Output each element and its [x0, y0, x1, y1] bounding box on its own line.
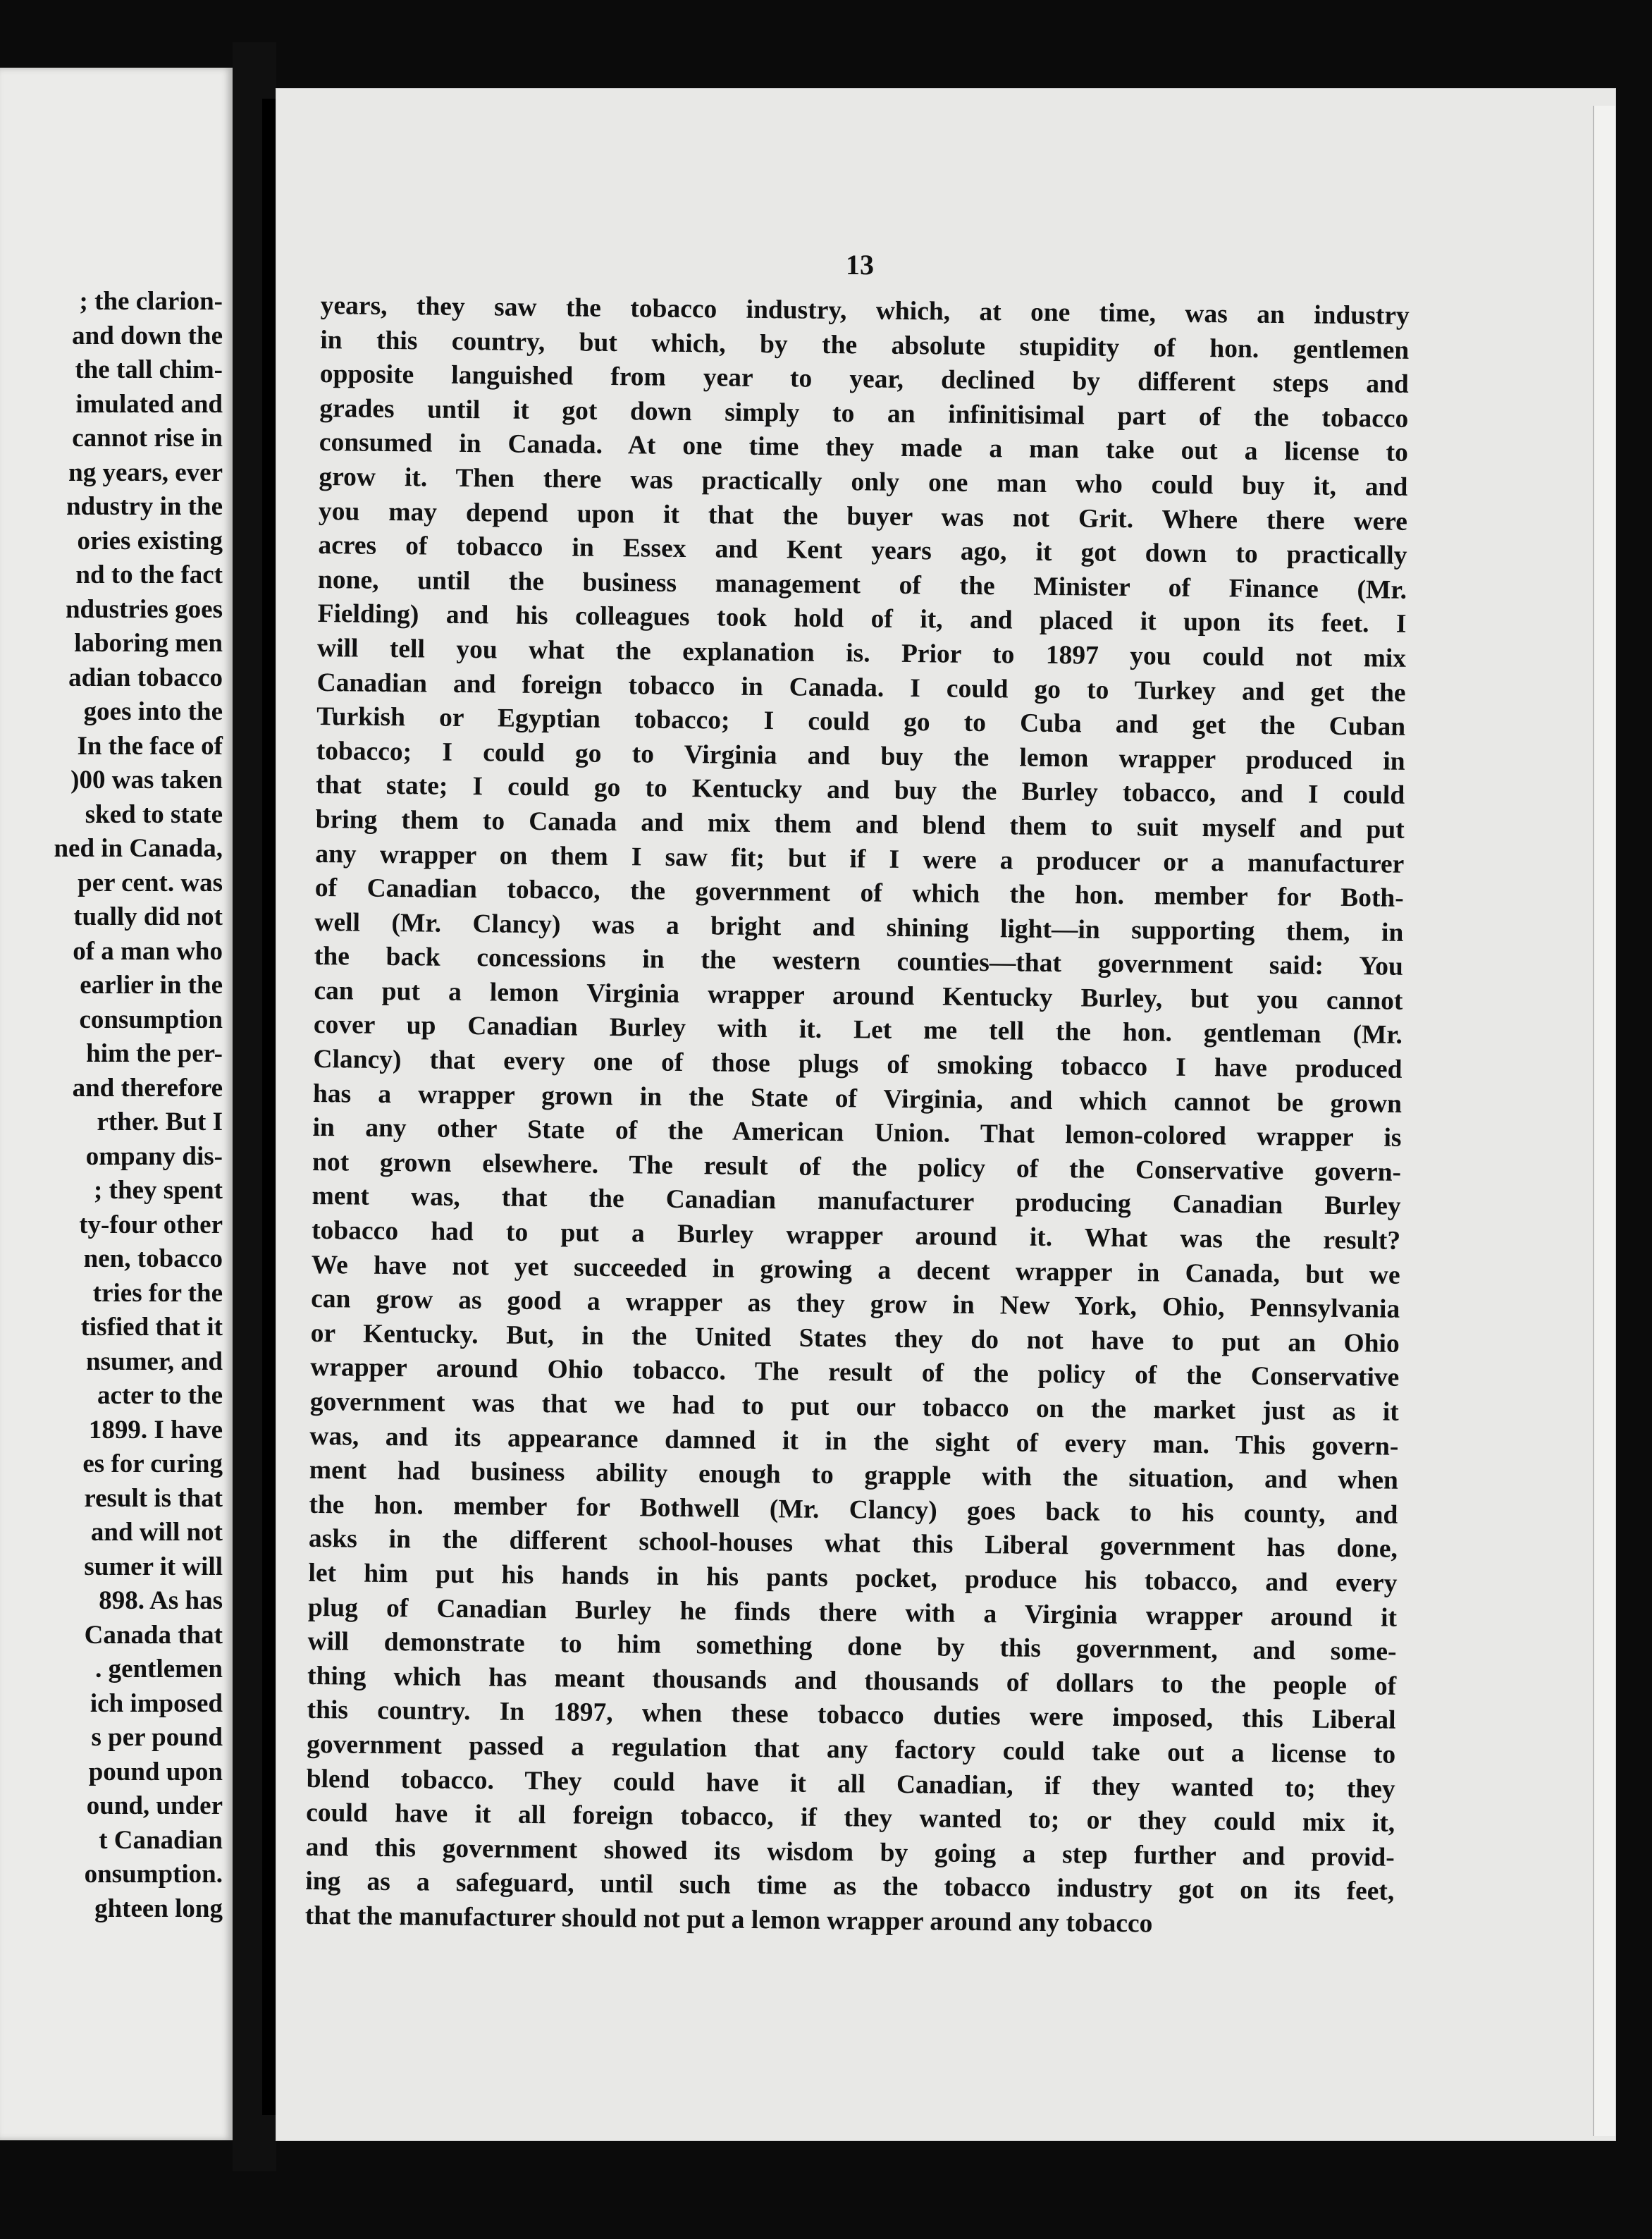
text-line: will demonstrate to him something done by this government, and some-	[307, 1627, 1397, 1667]
text-line: Fielding) and his colleagues took hold of it, and placed it upon its feet. I	[317, 599, 1407, 639]
previous-page-line: . gentlemen	[95, 1655, 223, 1683]
text-line: blend tobacco. They could have it all Canadian, if they wanted to; they	[306, 1764, 1395, 1804]
previous-page-line: result is that	[84, 1483, 223, 1513]
text-line: can grow as good a wrapper as they grow in New York, Ohio, Pennsylvania	[311, 1284, 1400, 1324]
previous-page-line: nen, tobacco	[83, 1244, 223, 1273]
previous-page-line: the tall chim-	[75, 355, 223, 384]
previous-page-line: ndustries goes	[65, 594, 223, 624]
previous-page-line: 898. As has	[99, 1586, 223, 1615]
text-line: in this country, but which, by the absolute stupidity of hon. gentlemen	[320, 325, 1410, 365]
previous-page-line: of a man who	[73, 936, 223, 966]
text-line: opposite languished from year to year, declined by different steps and	[319, 360, 1409, 400]
text-line: government passed a regulation that any factory could take out a license to	[306, 1729, 1396, 1769]
previous-page-line: and down the	[72, 321, 223, 350]
previous-page-line: ng years, ever	[68, 458, 223, 487]
previous-page-fragment	[0, 68, 233, 2140]
text-line: consumed in Canada. At one time they made a man take out a license to	[319, 428, 1409, 468]
text-line: We have not yet succeeded in growing a decent wrapper in Canada, but we	[311, 1250, 1400, 1290]
previous-page-line: ned in Canada,	[54, 834, 223, 863]
previous-page-line: tisfied that it	[80, 1313, 223, 1342]
previous-page-line: es for curing	[82, 1449, 223, 1478]
spine-shadow	[262, 99, 276, 2115]
previous-page-line: onsumption.	[84, 1860, 223, 1889]
previous-page-line: ound, under	[86, 1791, 223, 1820]
page-number: 13	[846, 249, 874, 281]
text-line: not grown elsewhere. The result of the policy of the Conservative govern-	[312, 1147, 1402, 1187]
previous-page-line: t Canadian	[99, 1825, 223, 1855]
text-line: any wrapper on them I saw fit; but if I were a producer or a manufacturer	[315, 839, 1405, 879]
previous-page-line: imulated and	[75, 389, 223, 419]
previous-page-line: ories existing	[77, 526, 223, 556]
text-line: of Canadian tobacco, the government of which the hon. member for Both-	[314, 873, 1404, 913]
text-line: cover up Canadian Burley with it. Let me tell the hon. gentleman (Mr.	[313, 1010, 1403, 1050]
previous-page-line: sumer it will	[84, 1552, 223, 1581]
text-line: asks in the different school-houses what this Liberal government has done,	[308, 1524, 1398, 1564]
previous-page-text	[0, 285, 223, 1926]
previous-page-line: rther. But I	[97, 1108, 223, 1136]
previous-page-line: cannot rise in	[72, 424, 223, 453]
previous-page-line: In the face of	[77, 731, 223, 761]
text-line: plug of Canadian Burley he finds there with a Virginia wrapper around it	[307, 1593, 1398, 1633]
text-line: tobacco had to put a Burley wrapper around it. What was the result?	[311, 1215, 1401, 1256]
text-line: will tell you what the explanation is. Prior to 1897 you could not mix	[316, 633, 1407, 673]
previous-page-line: him the per-	[86, 1039, 223, 1068]
text-line: years, they saw the tobacco industry, which, at one time, was an industry	[320, 290, 1410, 331]
previous-page-line: per cent. was	[78, 868, 223, 897]
previous-page-line: ich imposed	[90, 1688, 223, 1718]
text-line: Turkish or Egyptian tobacco; I could go to Cuba and get the Cuban	[316, 702, 1406, 742]
text-line: bring them to Canada and mix them and blend them to suit myself and put	[315, 804, 1405, 845]
previous-page-line: )00 was taken	[70, 766, 223, 795]
text-line: in any other State of the American Union. That lemon-colored wrapper is	[312, 1113, 1402, 1153]
previous-page-line: 1899. I have	[88, 1415, 223, 1444]
previous-page-line: tually did not	[73, 902, 223, 931]
previous-page-line: pound upon	[88, 1757, 223, 1786]
previous-page-line: nd to the fact	[75, 560, 223, 589]
previous-page-line: laboring men	[74, 629, 223, 658]
text-line: Clancy) that every one of those plugs of smoking tobacco I have produced	[313, 1045, 1403, 1084]
previous-page-line: goes into the	[83, 697, 223, 726]
text-line: ing as a safeguard, until such time as the tobacco industry got on its feet,	[305, 1867, 1395, 1907]
text-line: was, and its appearance damned it in the sight of every man. This govern-	[309, 1421, 1399, 1461]
previous-page-line: tries for the	[92, 1278, 223, 1308]
text-line: you may depend upon it that the buyer was not Grit. Where there were	[318, 496, 1408, 536]
previous-page-line: sked to state	[85, 799, 223, 829]
text-line: that the manufacturer should not put a lemon wrapper around any tobacco	[304, 1901, 1153, 1939]
text-line: ment had business ability enough to grapple with the situation, and when	[309, 1456, 1399, 1495]
previous-page-line: acter to the	[97, 1381, 223, 1410]
text-line: acres of tobacco in Essex and Kent years ago, it got down to practically	[318, 531, 1407, 570]
text-line: the hon. member for Bothwell (Mr. Clancy) goes back to his county, and	[309, 1490, 1398, 1530]
text-line: or Kentucky. But, in the United States they do not have to put an Ohio	[310, 1318, 1400, 1358]
text-line: government was that we had to put our tobacco on the market just as it	[309, 1387, 1399, 1427]
page-edge	[1593, 106, 1615, 2136]
previous-page-line: ghteen long	[94, 1894, 223, 1923]
previous-page-line: s per pound	[91, 1723, 223, 1752]
previous-page-line: and will not	[90, 1518, 223, 1547]
text-line: could have it all foreign tobacco, if they wanted to; or they could mix it,	[306, 1798, 1395, 1838]
text-line: wrapper around Ohio tobacco. The result of the policy of the Conservative	[310, 1353, 1400, 1393]
text-line: can put a lemon Virginia wrapper around Kentucky Burley, but you cannot	[314, 976, 1403, 1016]
previous-page-line: ompany dis-	[85, 1141, 223, 1171]
text-line: Canadian and foreign tobacco in Canada. I could go to Turkey and get the	[316, 668, 1406, 708]
text-line: well (Mr. Clancy) was a bright and shining light—in supporting them, in	[314, 907, 1404, 947]
text-line: grow it. Then there was practically only one man who could buy it, and	[319, 462, 1408, 502]
previous-page-line: earlier in the	[80, 971, 223, 1000]
previous-page-line: consumption	[79, 1005, 223, 1034]
page-body-text	[305, 289, 1410, 1944]
previous-page-line: nsumer, and	[86, 1347, 223, 1376]
previous-page-line: ; they spent	[94, 1176, 223, 1205]
text-line: thing which has meant thousands and thousands of dollars to the people of	[307, 1661, 1397, 1701]
text-line: has a wrapper grown in the State of Virginia, and which cannot be grown	[312, 1079, 1403, 1119]
text-line: let him put his hands in his pants pocket, produce his tobacco, and every	[308, 1558, 1398, 1598]
text-line: tobacco; I could go to Virginia and buy the lemon wrapper produced in	[316, 736, 1405, 776]
text-line: grades until it got down simply to an infinitisimal part of the tobacco	[319, 393, 1409, 434]
previous-page-line: adian tobacco	[68, 663, 223, 692]
text-line: ment was, that the Canadian manufacturer producing Canadian Burley	[312, 1182, 1401, 1222]
text-line: and this government showed its wisdom by going a step further and provid-	[305, 1832, 1395, 1872]
previous-page-line: ; the clarion-	[79, 287, 223, 316]
text-line: that state; I could go to Kentucky and buy the Burley tobacco, and I could	[316, 771, 1405, 811]
previous-page-line: Canada that	[84, 1620, 223, 1650]
text-line: none, until the business management of the Minister of Finance (Mr.	[317, 565, 1407, 605]
previous-page-line: ty-four other	[79, 1210, 223, 1239]
text-line: the back concessions in the western counties—that government said: You	[314, 942, 1404, 982]
previous-page-line: ndustry in the	[66, 492, 223, 521]
text-line: this country. In 1897, when these tobacco duties were imposed, this Liberal	[307, 1695, 1396, 1736]
previous-page-line: and therefore	[72, 1073, 223, 1103]
